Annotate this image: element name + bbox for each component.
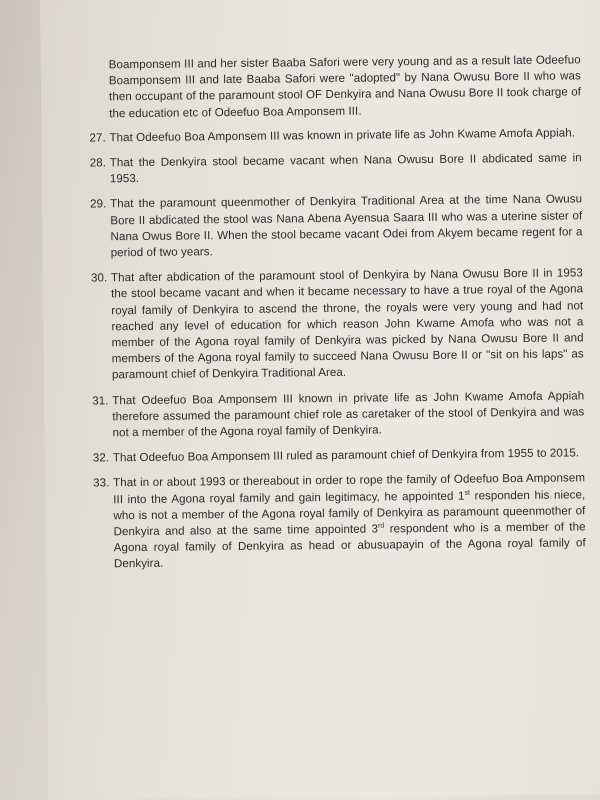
paragraph-number: 31. <box>92 393 109 408</box>
paragraph-29 <box>90 192 583 262</box>
paragraph-text: That Odeefuo Boa Amponsem III known in private life as John Kwame Amofa Appiah therefore assumed the paramount chief role as caretaker of the stool of Denkyira and was not a member of the Agona royal family of Denkyira. <box>112 388 585 440</box>
paragraph-32 <box>93 446 585 467</box>
ordinal-suffix: rd <box>377 522 385 530</box>
paragraph-text-part: That in or about 1993 or thereabout in order to rope the family of Odeefuo Boa Amponsem III into the Agona royal family and gain legitimacy, he appointed 1 <box>112 471 586 506</box>
ordinal-suffix: st <box>464 489 471 497</box>
paragraph-text: That the paramount queenmother of Denkyira Traditional Area at the time Nana Owusu Bore II abdicated the stool was Nana Abena Ayensua Saara III who was a uterine sister of Nana Owus Bore II. When the stool became vacant Odei from Akyem became regent for a period of two years. <box>110 192 583 260</box>
paragraph-number: 28. <box>89 156 107 170</box>
paragraph-text-part: responden his niece, who is not a member of the Agona royal family of Denkyira as paramount queenmother of Denkyira and also at the same time appointed 3 <box>113 487 586 539</box>
paper-page <box>40 0 600 800</box>
paragraph-number: 30. <box>90 271 108 285</box>
paragraph-text: That Odeefuo Boa Amponsem III was known in private life as John Kwame Amofa Appiah. <box>109 126 576 145</box>
paragraph-number: 27. <box>89 131 106 145</box>
paragraph-31 <box>92 388 584 442</box>
intro-paragraph: Boamponsem III and her sister Baaba Safori were very young and as a result late Odeefuo Boamponsem III and late Baaba Safori were "adopted" by Nana Owusu Bore II who was then occupant of the paramount stool OF Denkyira and Nana Owusu Bore II took charge of the education etc of Odeefuo Boa Amponsem III. <box>108 53 582 120</box>
paragraph-text: That Odeefuo Boa Amponsem III ruled as paramount chief of Denkyira from 1955 to 2015. <box>112 446 580 465</box>
paragraph-27 <box>89 125 581 146</box>
paragraph-text-part: respondent who is a member of the Agona royal family of Denkyira as head or abusuapayin of the Agona royal family of Denkyira. <box>113 520 586 571</box>
paragraph-text: That the Denkyira stool became vacant when Nana Owusu Bore II abdicated same in 1953. <box>109 151 582 186</box>
paragraph-number: 32. <box>92 451 110 465</box>
paragraph-number: 33. <box>92 476 110 490</box>
paragraph-33 <box>93 471 586 573</box>
paragraph-28 <box>90 150 582 188</box>
paragraph-30 <box>91 266 584 385</box>
paragraph-number: 29. <box>90 197 107 211</box>
document-body <box>89 52 586 582</box>
paragraph-text: That after abdication of the paramount stool of Denkyira by Nana Owusu Bore II in 1953 the stool became vacant and when it became necessary to have a true royal of the Agona royal family of Denkyira to ascend the throne, the royals were very young and had not reached any level of education for which reason John Kwame Amofa who was not a member of the Agona royal family of Denkyira was picked by Nana Owusu Bore II and members of the Agona royal family to succeed Nana Owusu Bore II or "sit on his laps" as paramount chief of Denkyira Traditional Area. <box>110 266 584 382</box>
paragraph-text <box>113 471 586 573</box>
